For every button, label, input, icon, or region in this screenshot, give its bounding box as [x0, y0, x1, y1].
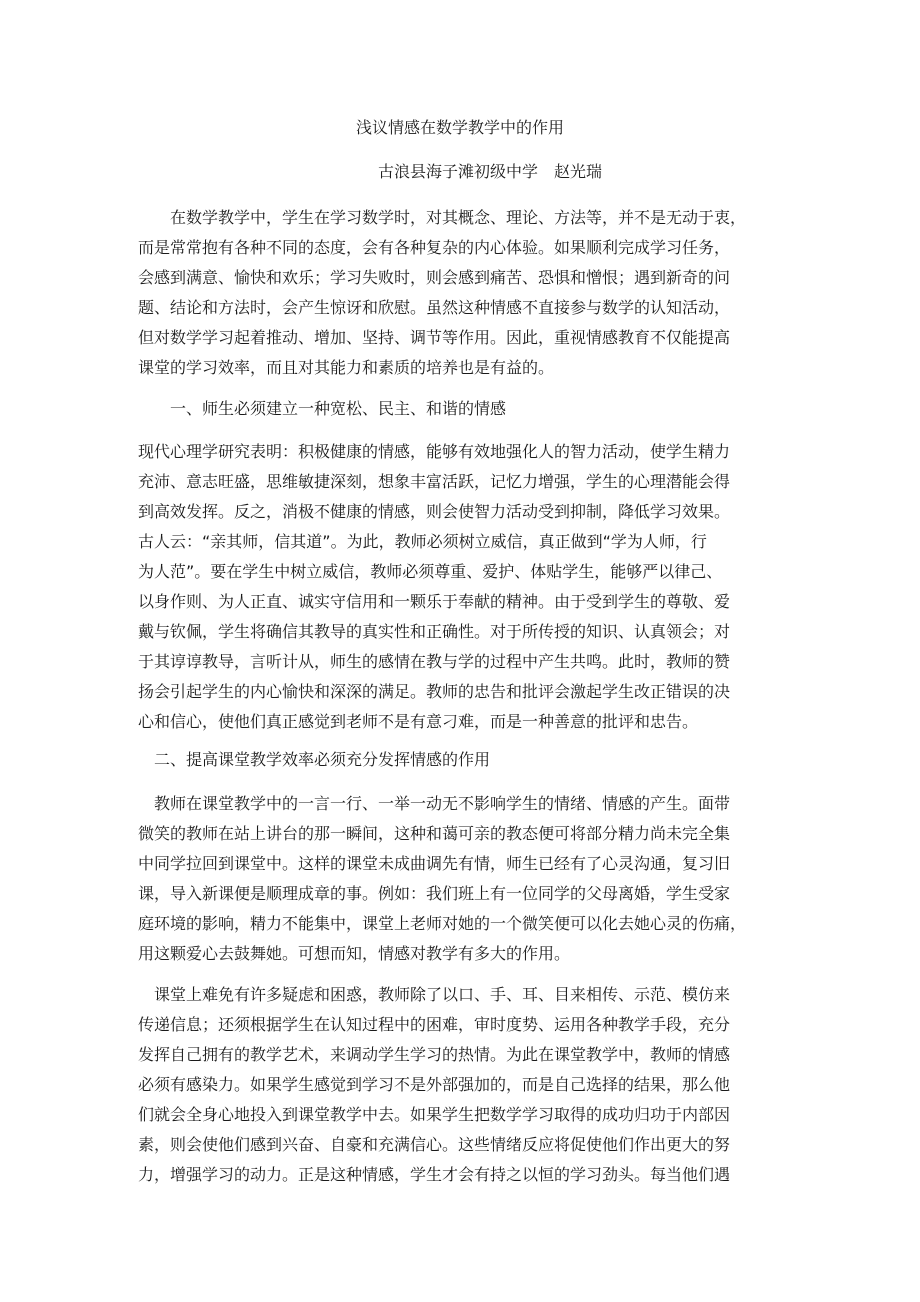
text-line: 以身作则、为人正直、诚实守信用和一颗乐于奉献的精神。由于受到学生的尊敬、爱	[138, 592, 731, 611]
text-line: 中同学拉回到课堂中。这样的课堂未成曲调先有情，师生已经有了心灵沟通，复习旧	[138, 854, 731, 873]
text-line: 教师在课堂教学中的一言一行、一举一动无不影响学生的情绪、情感的产生。面带	[138, 794, 731, 813]
text-line: 们就会全身心地投入到课堂教学中去。如果学生把数学学习取得的成功归功于内部因	[138, 1105, 731, 1124]
text-line: 必须有感染力。如果学生感觉到学习不是外部强加的，而是自己选择的结果，那么他	[138, 1075, 731, 1094]
text-line: 课堂的学习效率，而且对其能力和素质的培养也是有益的。	[138, 358, 555, 377]
section-2-heading	[138, 745, 798, 775]
text-line: 扬会引起学生的内心愉快和深深的满足。教师的忠告和批评会激起学生改正错误的决	[138, 682, 731, 701]
text-line: 心和信心，使他们真正感觉到老师不是有意刁难，而是一种善意的批评和忠告。	[138, 712, 699, 731]
text-line: 现代心理学研究表明：积极健康的情感，能够有效地强化人的智力活动，使学生精力	[138, 442, 731, 461]
text-line: 微笑的教师在站上讲台的那一瞬间，这种和蔼可亲的教态便可将部分精力尚未完全集	[138, 824, 731, 843]
text-line: 在数学教学中，学生在学习数学时，对其概念、理论、方法等，并不是无动于衷，	[138, 208, 747, 227]
text-line: 传递信息；还须根据学生在认知过程中的困难，审时度势、运用各种教学手段，充分	[138, 1015, 731, 1034]
text-line: 发挥自己拥有的教学艺术，来调动学生学习的热情。为此在课堂教学中，教师的情感	[138, 1045, 731, 1064]
section-1-paragraph	[138, 437, 798, 737]
text-line: 但对数学学习起着推动、增加、坚持、调节等作用。因此，重视情感教育不仅能提高	[138, 328, 731, 347]
text-line: 于其谆谆教导，言听计从，师生的感情在教与学的过程中产生共鸣。此时，教师的赞	[138, 652, 731, 671]
text-line: 古人云：“亲其师，信其道”。为此，教师必须树立威信，真正做到“学为人师，行	[138, 532, 707, 551]
text-line: 课，导入新课便是顺理成章的事。例如：我们班上有一位同学的父母离婚，学生受家	[138, 884, 731, 903]
text-line: 为人范”。要在学生中树立威信，教师必须尊重、爱护、体贴学生，能够严以律己、	[138, 562, 723, 581]
text-line: 力，增强学习的动力。正是这种情感，学生才会有持之以恒的学习劲头。每当他们遇	[138, 1165, 731, 1184]
text-line: 充沛、意志旺盛，思维敏捷深刻，想象丰富活跃，记忆力增强，学生的心理潜能会得	[138, 472, 731, 491]
text-line: 戴与钦佩，学生将确信其教导的真实性和正确性。对于所传授的知识、认真领会；对	[138, 622, 731, 641]
text-line: 而是常常抱有各种不同的态度，会有各种复杂的内心体验。如果顺利完成学习任务，	[138, 238, 731, 257]
text-line: 会感到满意、愉快和欢乐；学习失败时，则会感到痛苦、恐惧和憎恨；遇到新奇的问	[138, 268, 731, 287]
text-line: 到高效发挥。反之，消极不健康的情感，则会使智力活动受到抑制，降低学习效果。	[138, 502, 731, 521]
text-line: 题、结论和方法时，会产生惊讶和欣慰。虽然这种情感不直接参与数学的认知活动，	[138, 298, 731, 317]
author-line: 古浪县海子滩初级中学 赵光瑞	[378, 162, 603, 181]
heading-text: 一、师生必须建立一种宽松、民主、和谐的情感	[138, 399, 507, 418]
text-line: 课堂上难免有许多疑虑和困惑，教师除了以口、手、耳、目来相传、示范、模仿来	[138, 985, 731, 1004]
text-line: 素，则会使他们感到兴奋、自豪和充满信心。这些情绪反应将促使他们作出更大的努	[138, 1135, 731, 1154]
text-line: 用这颗爱心去鼓舞她。可想而知，情感对教学有多大的作用。	[138, 944, 571, 963]
intro-paragraph	[138, 203, 798, 383]
section-2-paragraph-1	[138, 789, 798, 969]
section-1-heading	[138, 394, 798, 424]
document-title: 浅议情感在数学教学中的作用	[355, 118, 564, 137]
section-2-paragraph-2	[138, 980, 798, 1190]
heading-text: 二、提高课堂教学效率必须充分发挥情感的作用	[138, 750, 491, 769]
text-line: 庭环境的影响，精力不能集中，课堂上老师对她的一个微笑便可以化去她心灵的伤痛，	[138, 914, 747, 933]
